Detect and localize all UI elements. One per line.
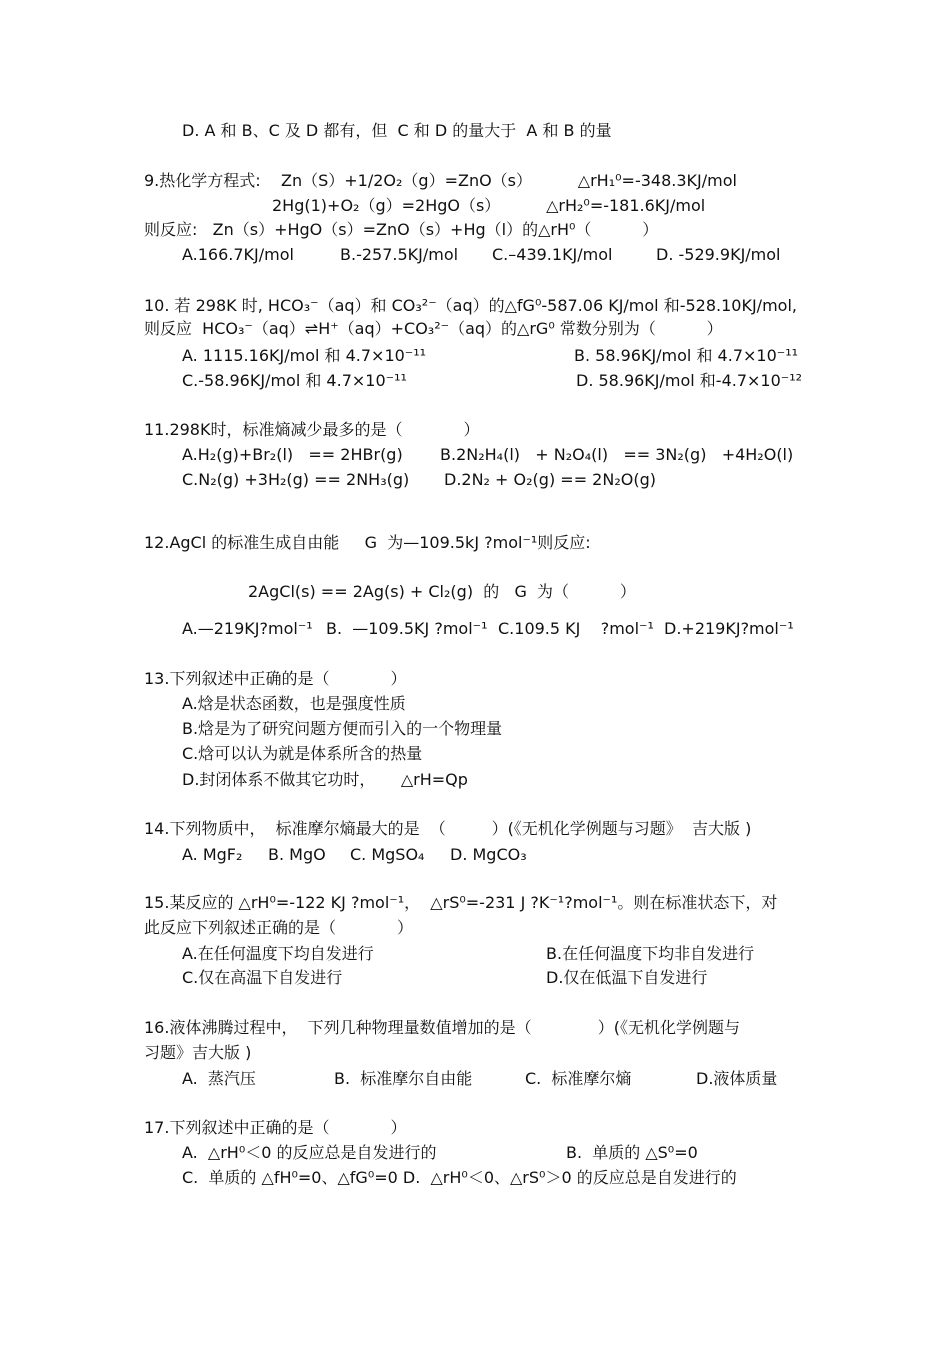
q12-equation: 2AgCl(s) == 2Ag(s) + Cl₂(g) 的 G 为（ ） — [248, 582, 636, 601]
q17-option-c-d: C. 单质的 △fH⁰=0、△fG⁰=0 D. △rH⁰＜0、△rS⁰＞0 的反应总是自发进行的 — [182, 1168, 737, 1187]
q9-line-1: 9.热化学方程式: Zn（S）+1/2O₂（g）=ZnO（s） △rH₁⁰=-348.3KJ/mol — [144, 171, 737, 190]
q15-option-b: B.在任何温度下均非自发进行 — [546, 944, 755, 963]
q13-option-d: D.封闭体系不做其它功时， △rH=Qp — [182, 770, 468, 789]
q14-option-a: A. MgF₂ — [182, 845, 243, 864]
q12-option-c: C.109.5 KJ ?mol⁻¹ — [498, 619, 654, 638]
q16-option-b: B. 标准摩尔自由能 — [334, 1069, 473, 1088]
q14-option-d: D. MgCO₃ — [450, 845, 527, 864]
q17-stem: 17.下列叙述中正确的是（ ） — [144, 1118, 407, 1137]
q9-option-c: C.–439.1KJ/mol — [492, 245, 613, 264]
q12-option-b: B. —109.5KJ ?mol⁻¹ — [326, 619, 488, 638]
q10-option-a: A. 1115.16KJ/mol 和 4.7×10⁻¹¹ — [182, 346, 427, 365]
q12-option-a: A.—219KJ?mol⁻¹ — [182, 619, 313, 638]
q9-option-d: D. -529.9KJ/mol — [656, 245, 781, 264]
q16-option-a: A. 蒸汽压 — [182, 1069, 256, 1088]
q10-option-d: D. 58.96KJ/mol 和-4.7×10⁻¹² — [576, 371, 803, 390]
q15-line-1: 15.某反应的 △rH⁰=-122 KJ ?mol⁻¹， △rS⁰=-231 J ?K⁻¹?mol⁻¹。则在标准状态下，对 — [144, 893, 778, 912]
q15-option-c: C.仅在高温下自发进行 — [182, 968, 343, 987]
q8-option-d: D. A 和 B、C 及 D 都有，但 C 和 D 的量大于 A 和 B 的量 — [182, 121, 612, 140]
q16-line-2: 习题》吉大版 ) — [144, 1043, 252, 1062]
q15-line-2: 此反应下列叙述正确的是（ ） — [144, 918, 414, 937]
q9-line-3: 则反应: Zn（s）+HgO（s）=ZnO（s）+Hg（l）的△rH⁰（ ） — [144, 220, 659, 239]
q11-option-c: C.N₂(g) +3H₂(g) == 2NH₃(g) — [182, 470, 410, 489]
q11-stem: 11.298K时，标准熵减少最多的是（ ） — [144, 420, 480, 439]
q9-line-2: 2Hg(1)+O₂（g）=2HgO（s） △rH₂⁰=-181.6KJ/mol — [272, 196, 706, 215]
q16-option-c: C. 标准摩尔熵 — [525, 1069, 632, 1088]
q11-option-a: A.H₂(g)+Br₂(l) == 2HBr(g) — [182, 445, 403, 464]
q13-option-c: C.焓可以认为就是体系所含的热量 — [182, 744, 423, 763]
q16-option-d: D.液体质量 — [696, 1069, 778, 1088]
q14-stem: 14.下列物质中， 标准摩尔熵最大的是 （ ）(《无机化学例题与习题》 吉大版 ) — [144, 819, 752, 838]
q13-option-a: A.焓是状态函数，也是强度性质 — [182, 694, 406, 713]
q16-line-1: 16.液体沸腾过程中， 下列几种物理量数值增加的是（ ）(《无机化学例题与 — [144, 1018, 740, 1037]
q17-option-a: A. △rH⁰＜0 的反应总是自发进行的 — [182, 1143, 437, 1162]
q12-stem: 12.AgCl 的标准生成自由能 G 为—109.5kJ ?mol⁻¹则反应: — [144, 533, 591, 552]
q17-option-b: B. 单质的 △S⁰=0 — [566, 1143, 698, 1162]
q14-option-b: B. MgO — [268, 845, 326, 864]
q15-option-a: A.在任何温度下均自发进行 — [182, 944, 374, 963]
q9-option-a: A.166.7KJ/mol — [182, 245, 294, 264]
q11-option-b: B.2N₂H₄(l) + N₂O₄(l) == 3N₂(g) +4H₂O(l) — [440, 445, 794, 464]
q10-line-1: 10. 若 298K 时, HCO₃⁻（aq）和 CO₃²⁻（aq）的△fG⁰-587.06 KJ/mol 和-528.10KJ/mol, — [144, 296, 797, 315]
q13-stem: 13.下列叙述中正确的是（ ） — [144, 669, 407, 688]
q10-line-2: 则反应 HCO₃⁻（aq）⇌H⁺（aq）+CO₃²⁻（aq）的△rG⁰ 常数分别为（ ） — [144, 319, 723, 338]
q15-option-d: D.仅在低温下自发进行 — [546, 968, 708, 987]
q10-option-b: B. 58.96KJ/mol 和 4.7×10⁻¹¹ — [574, 346, 799, 365]
q10-option-c: C.-58.96KJ/mol 和 4.7×10⁻¹¹ — [182, 371, 407, 390]
q11-option-d: D.2N₂ + O₂(g) == 2N₂O(g) — [444, 470, 656, 489]
q13-option-b: B.焓是为了研究问题方便而引入的一个物理量 — [182, 719, 503, 738]
q12-option-d: D.+219KJ?mol⁻¹ — [664, 619, 794, 638]
q9-option-b: B.-257.5KJ/mol — [340, 245, 459, 264]
q14-option-c: C. MgSO₄ — [350, 845, 425, 864]
